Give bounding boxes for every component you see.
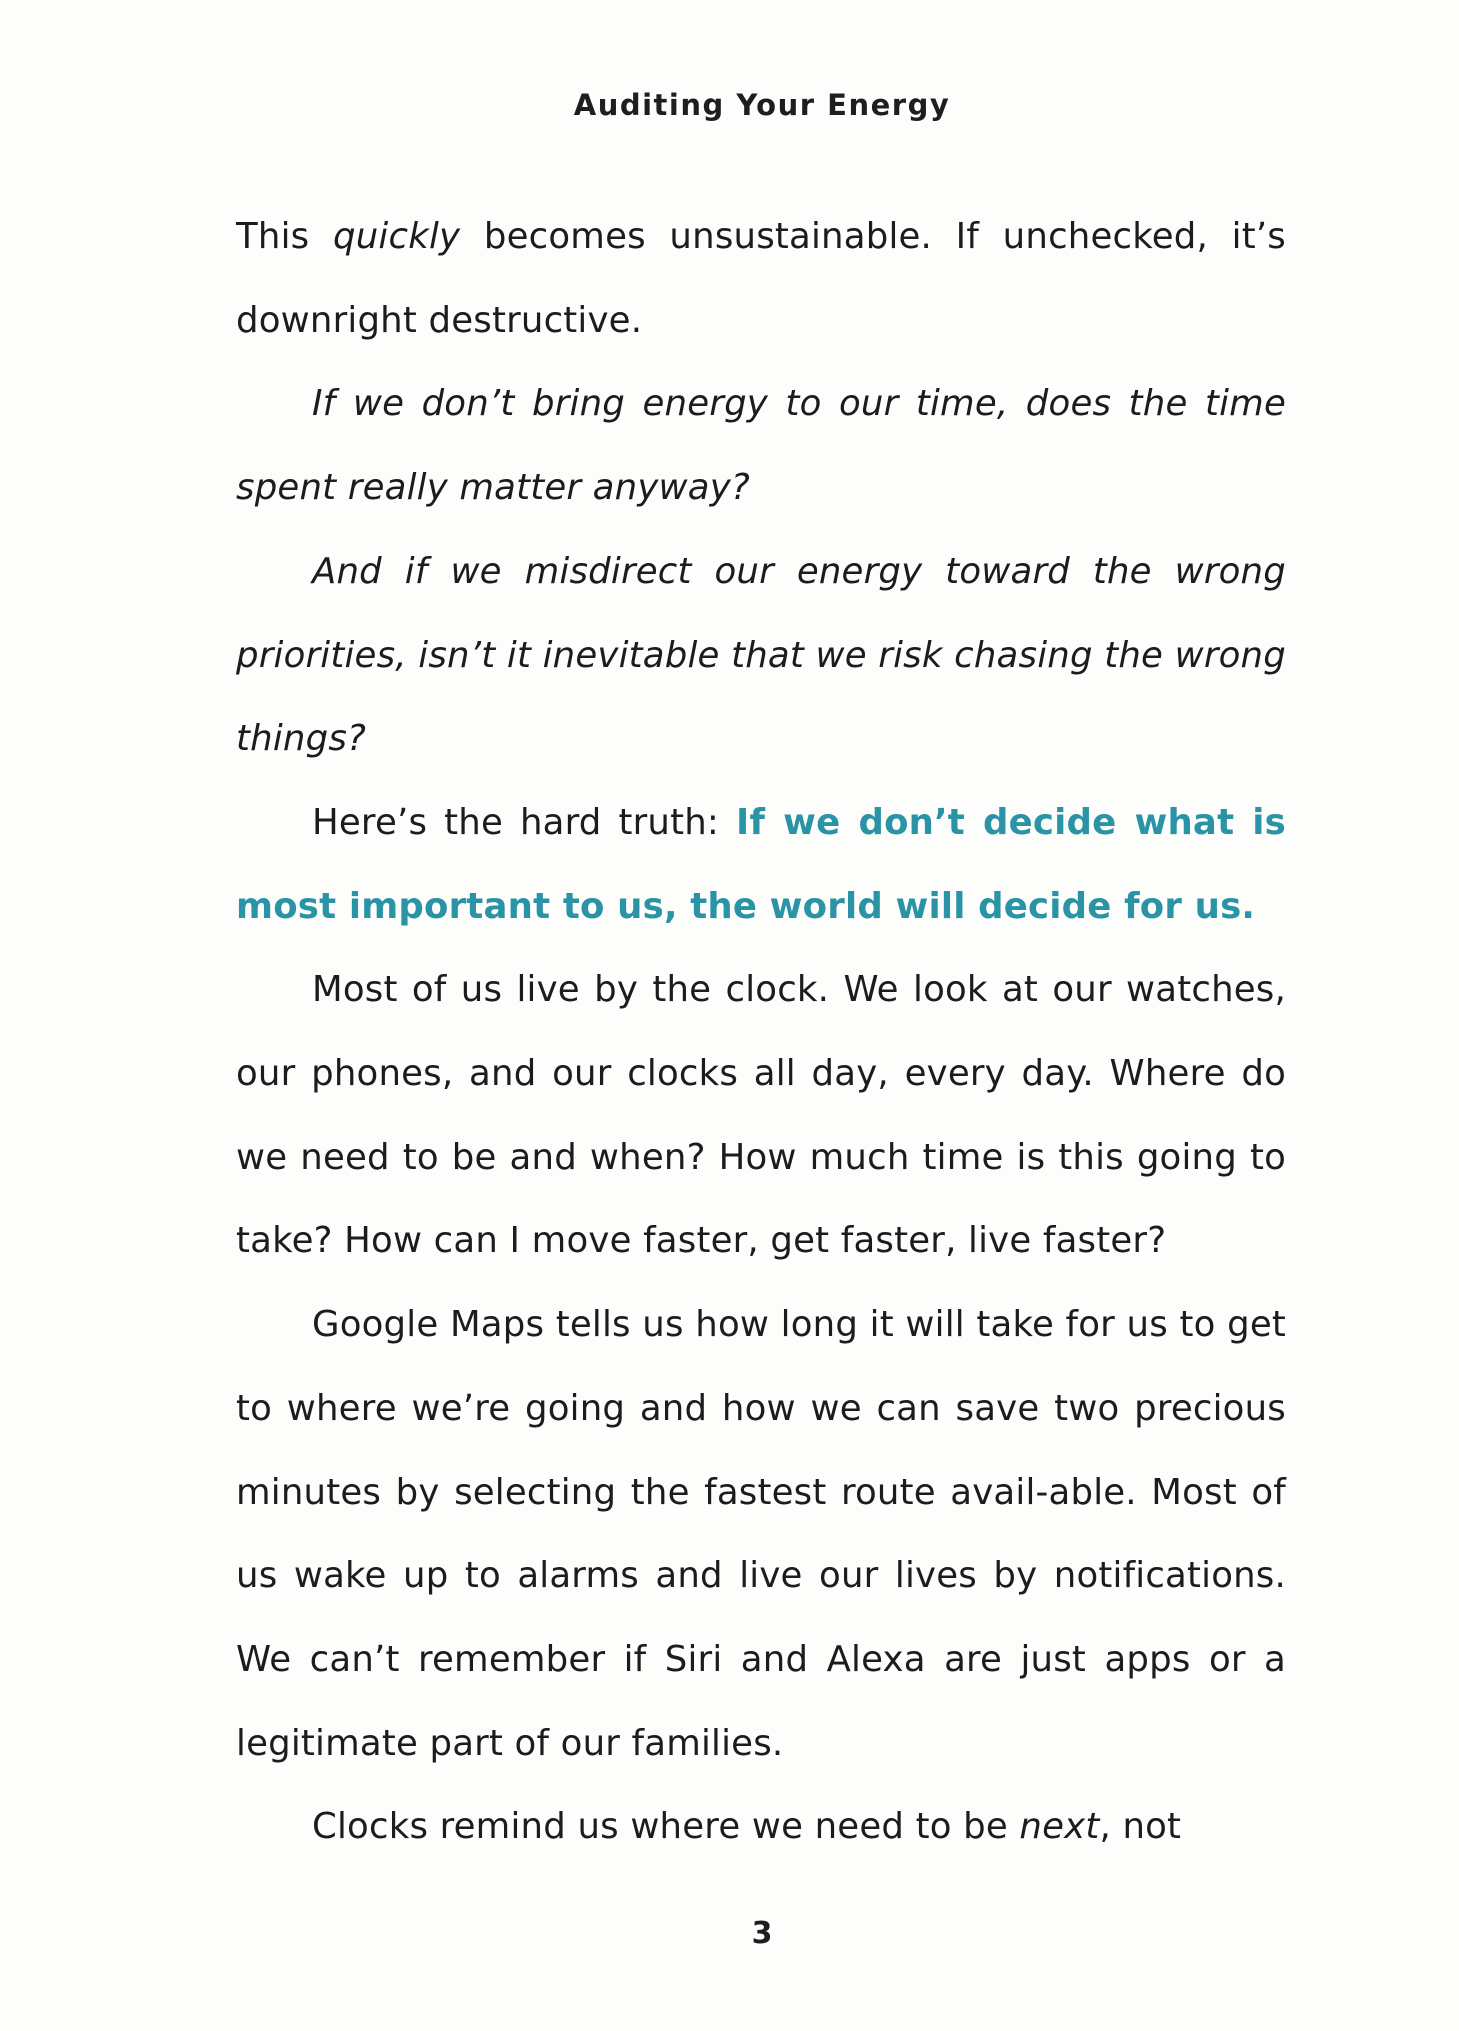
paragraph-1-part-1: This [236,216,333,257]
paragraph-1-part-3: becomes unsustainable. If unchecked, it’s downright destructive. [236,216,1287,341]
paragraph-3-text: And if we misdirect our energy toward the wrong priorities, isn’t it inevitable that we risk chasing the wrong things? [236,550,1286,760]
paragraph-5-text: Most of us live by the clock. We look at our watches, our phones, and our clocks all day, every day. Where do we need to be and when? How much time is this going to take? How can I move faster, get faster, live faster? [236,969,1286,1262]
paragraph-3-question [236,530,1286,781]
paragraph-4-lead: Here’s the hard truth: [312,801,737,843]
paragraph-7-part-3: , not [1099,1806,1182,1848]
paragraph-7-emphasis: next [1019,1806,1100,1848]
paragraph-1-emphasis: quickly [332,216,461,257]
running-head: Auditing Your Energy [573,88,951,122]
paragraph-1 [236,195,1286,362]
body-text [236,195,1286,1869]
highlighted-statement: If we don’t decide what is most important to us, the world will decide for us. [236,801,1286,927]
paragraph-2-question [236,362,1286,529]
paragraph-4-hard-truth [236,781,1286,948]
paragraph-6-text: Google Maps tells us how long it will take for us to get to where we’re going and how we can save two precious minutes by selecting the fastest route avail-able. Most of us wake up to alarms and live our lives by notifications. We can’t remember if Siri and Alexa are just apps or a legitimate part of our families. [236,1304,1286,1764]
paragraph-6-google-maps [236,1283,1286,1785]
paragraph-7-clocks [236,1785,1286,1869]
paragraph-7-part-1: Clocks remind us where we need to be [312,1806,1020,1848]
page-number: 3 [751,1916,773,1951]
paragraph-5-clock [236,948,1286,1283]
paragraph-2-text: If we don’t bring energy to our time, does the time spent really matter anyway? [236,383,1286,509]
